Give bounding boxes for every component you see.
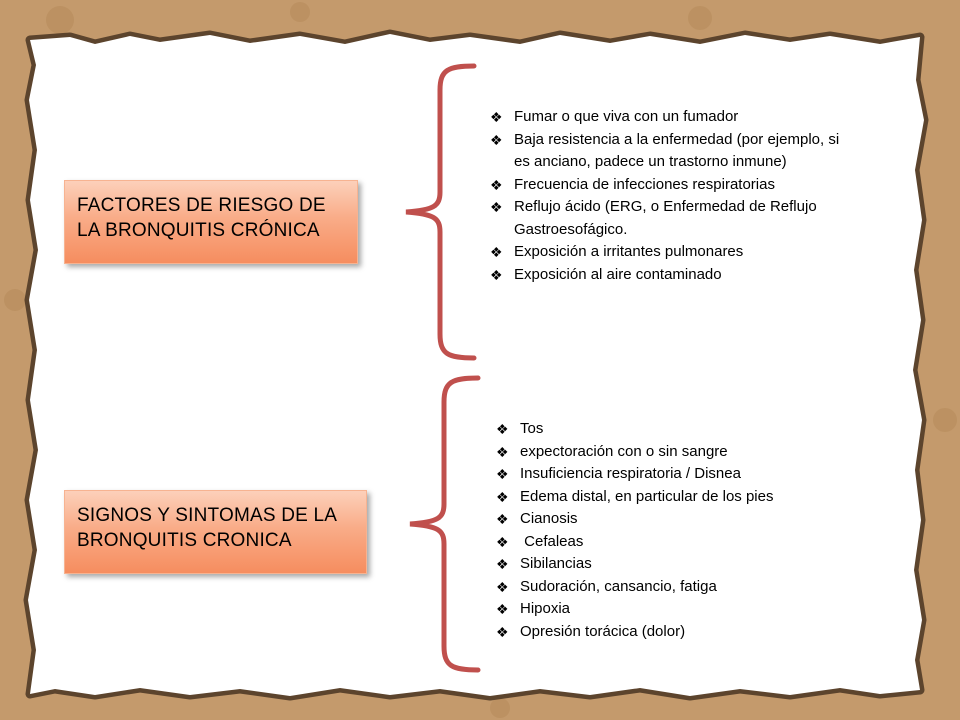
- diamond-bullet-icon: ❖: [496, 511, 509, 527]
- list-item-text: Opresión torácica (dolor): [520, 622, 686, 640]
- list-item-text: Exposición al aire contaminado: [514, 265, 722, 283]
- list-item-text: Exposición a irritantes pulmonares: [514, 243, 744, 260]
- list-item-text: Edema distal, en particular de los pies: [520, 487, 774, 505]
- signs-symptoms-title-line2: BRONQUITIS CRONICA: [77, 530, 292, 551]
- list-item-text: Baja resistencia a la enfermedad (por ejemplo, si es anciano, padece un trastorno inmune): [514, 130, 840, 170]
- diamond-bullet-icon: ❖: [496, 601, 509, 617]
- signs-symptoms-title-line1: SIGNOS Y SINTOMAS DE LA: [77, 505, 338, 526]
- diamond-bullet-icon: ❖: [490, 266, 503, 283]
- list-item: [488, 129, 853, 174]
- diamond-bullet-icon: ❖: [490, 176, 503, 193]
- diamond-bullet-icon: ❖: [490, 109, 503, 125]
- list-item-text: Frecuencia de infecciones respiratorias: [514, 175, 775, 193]
- list-item: [488, 598, 868, 621]
- list-item-text: Cefaleas: [520, 532, 584, 550]
- diamond-bullet-icon: ❖: [496, 443, 509, 460]
- list-item-text: Tos: [520, 420, 544, 437]
- diamond-bullet-icon: ❖: [496, 488, 509, 505]
- signs-symptoms-box: [64, 490, 367, 574]
- risk-factors-title-line2: LA BRONQUITIS CRÓNICA: [77, 220, 320, 241]
- list-item: [488, 621, 868, 644]
- list-item: [488, 576, 868, 599]
- diamond-bullet-icon: ❖: [496, 556, 509, 572]
- list-item: [488, 174, 853, 197]
- diamond-bullet-icon: ❖: [490, 199, 503, 215]
- diamond-bullet-icon: ❖: [490, 244, 503, 260]
- diamond-bullet-icon: ❖: [490, 131, 503, 148]
- diamond-bullet-icon: ❖: [496, 466, 509, 482]
- list-item-text: Insuficiencia respiratoria / Disnea: [520, 465, 741, 482]
- list-item-text: Sudoración, cansancio, fatiga: [520, 577, 717, 595]
- list-item: [488, 418, 868, 441]
- list-item-text: Hipoxia: [520, 600, 571, 617]
- signs-symptoms-brace: [404, 372, 484, 676]
- risk-factors-brace: [398, 60, 480, 364]
- list-item: [488, 106, 853, 129]
- list-item-text: Fumar o que viva con un fumador: [514, 108, 739, 125]
- list-item-text: expectoración con o sin sangre: [520, 442, 728, 460]
- list-item: [488, 196, 853, 241]
- risk-factors-list: [488, 106, 853, 286]
- list-item: [488, 553, 868, 576]
- list-item: [488, 531, 868, 554]
- diamond-bullet-icon: ❖: [496, 421, 509, 437]
- symptoms-list: [488, 418, 868, 643]
- diamond-bullet-icon: ❖: [496, 533, 509, 550]
- list-item-text: Sibilancias: [520, 555, 592, 572]
- list-item: [488, 463, 868, 486]
- list-item-text: Cianosis: [520, 510, 578, 527]
- risk-factors-title-line1: FACTORES DE RIESGO DE: [77, 195, 326, 216]
- list-item: [488, 264, 853, 287]
- list-item: [488, 486, 868, 509]
- list-item: [488, 508, 868, 531]
- diamond-bullet-icon: ❖: [496, 578, 509, 595]
- diamond-bullet-icon: ❖: [496, 623, 509, 640]
- list-item-text: Reflujo ácido (ERG, o Enfermedad de Reflujo Gastroesofágico.: [514, 198, 817, 238]
- list-item: [488, 241, 853, 264]
- risk-factors-box: [64, 180, 358, 264]
- list-item: [488, 441, 868, 464]
